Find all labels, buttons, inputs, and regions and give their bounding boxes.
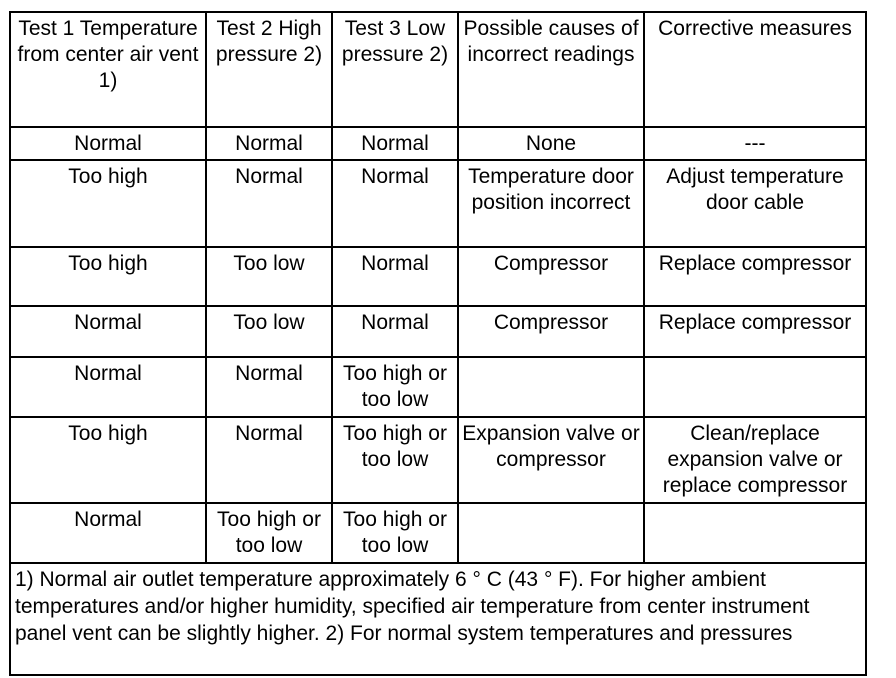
cell-test1: Too high bbox=[10, 160, 206, 247]
cell-causes: None bbox=[458, 127, 644, 160]
cell-test2: Too high or too low bbox=[206, 503, 332, 563]
header-measures: Corrective measures bbox=[644, 12, 866, 127]
cell-test1: Normal bbox=[10, 306, 206, 357]
cell-causes: Compressor bbox=[458, 247, 644, 306]
cell-test1: Normal bbox=[10, 127, 206, 160]
cell-measures: Adjust temperature door cable bbox=[644, 160, 866, 247]
cell-test2: Too low bbox=[206, 247, 332, 306]
cell-measures: Replace compressor bbox=[644, 306, 866, 357]
cell-test2: Normal bbox=[206, 417, 332, 503]
header-test3: Test 3 Low pressure 2) bbox=[332, 12, 458, 127]
cell-test3: Normal bbox=[332, 160, 458, 247]
cell-test2: Normal bbox=[206, 127, 332, 160]
cell-test3: Normal bbox=[332, 247, 458, 306]
cell-test2: Normal bbox=[206, 357, 332, 417]
cell-test3: Too high or too low bbox=[332, 357, 458, 417]
header-causes: Possible causes of incorrect readings bbox=[458, 12, 644, 127]
footnote: 1) Normal air outlet temperature approximately 6 ° C (43 ° F). For higher ambient temperatures and/or higher humidity, specified air temperature from center instrument panel vent can be slightly higher. 2) For normal system temperatures and pressures bbox=[10, 563, 866, 675]
table-row bbox=[10, 127, 866, 160]
table-row bbox=[10, 503, 866, 563]
header-test2: Test 2 High pressure 2) bbox=[206, 12, 332, 127]
cell-causes bbox=[458, 357, 644, 417]
cell-test3: Normal bbox=[332, 306, 458, 357]
cell-causes: Compressor bbox=[458, 306, 644, 357]
cell-test3: Too high or too low bbox=[332, 503, 458, 563]
cell-causes bbox=[458, 503, 644, 563]
table-row bbox=[10, 247, 866, 306]
cell-measures bbox=[644, 357, 866, 417]
cell-measures: Replace compressor bbox=[644, 247, 866, 306]
cell-test1: Normal bbox=[10, 357, 206, 417]
cell-test1: Too high bbox=[10, 247, 206, 306]
cell-causes: Temperature door position incorrect bbox=[458, 160, 644, 247]
cell-test3: Normal bbox=[332, 127, 458, 160]
table-row bbox=[10, 160, 866, 247]
cell-test3: Too high or too low bbox=[332, 417, 458, 503]
cell-measures: --- bbox=[644, 127, 866, 160]
cell-test1: Too high bbox=[10, 417, 206, 503]
header-row bbox=[10, 12, 866, 127]
diagnosis-table bbox=[9, 11, 867, 676]
cell-test2: Normal bbox=[206, 160, 332, 247]
table-row bbox=[10, 357, 866, 417]
footnote-row bbox=[10, 563, 866, 675]
cell-causes: Expansion valve or compressor bbox=[458, 417, 644, 503]
cell-test1: Normal bbox=[10, 503, 206, 563]
cell-measures: Clean/replace expansion valve or replace compressor bbox=[644, 417, 866, 503]
table-row bbox=[10, 417, 866, 503]
header-test1: Test 1 Temperature from center air vent 1) bbox=[10, 12, 206, 127]
cell-measures bbox=[644, 503, 866, 563]
cell-test2: Too low bbox=[206, 306, 332, 357]
table-row bbox=[10, 306, 866, 357]
